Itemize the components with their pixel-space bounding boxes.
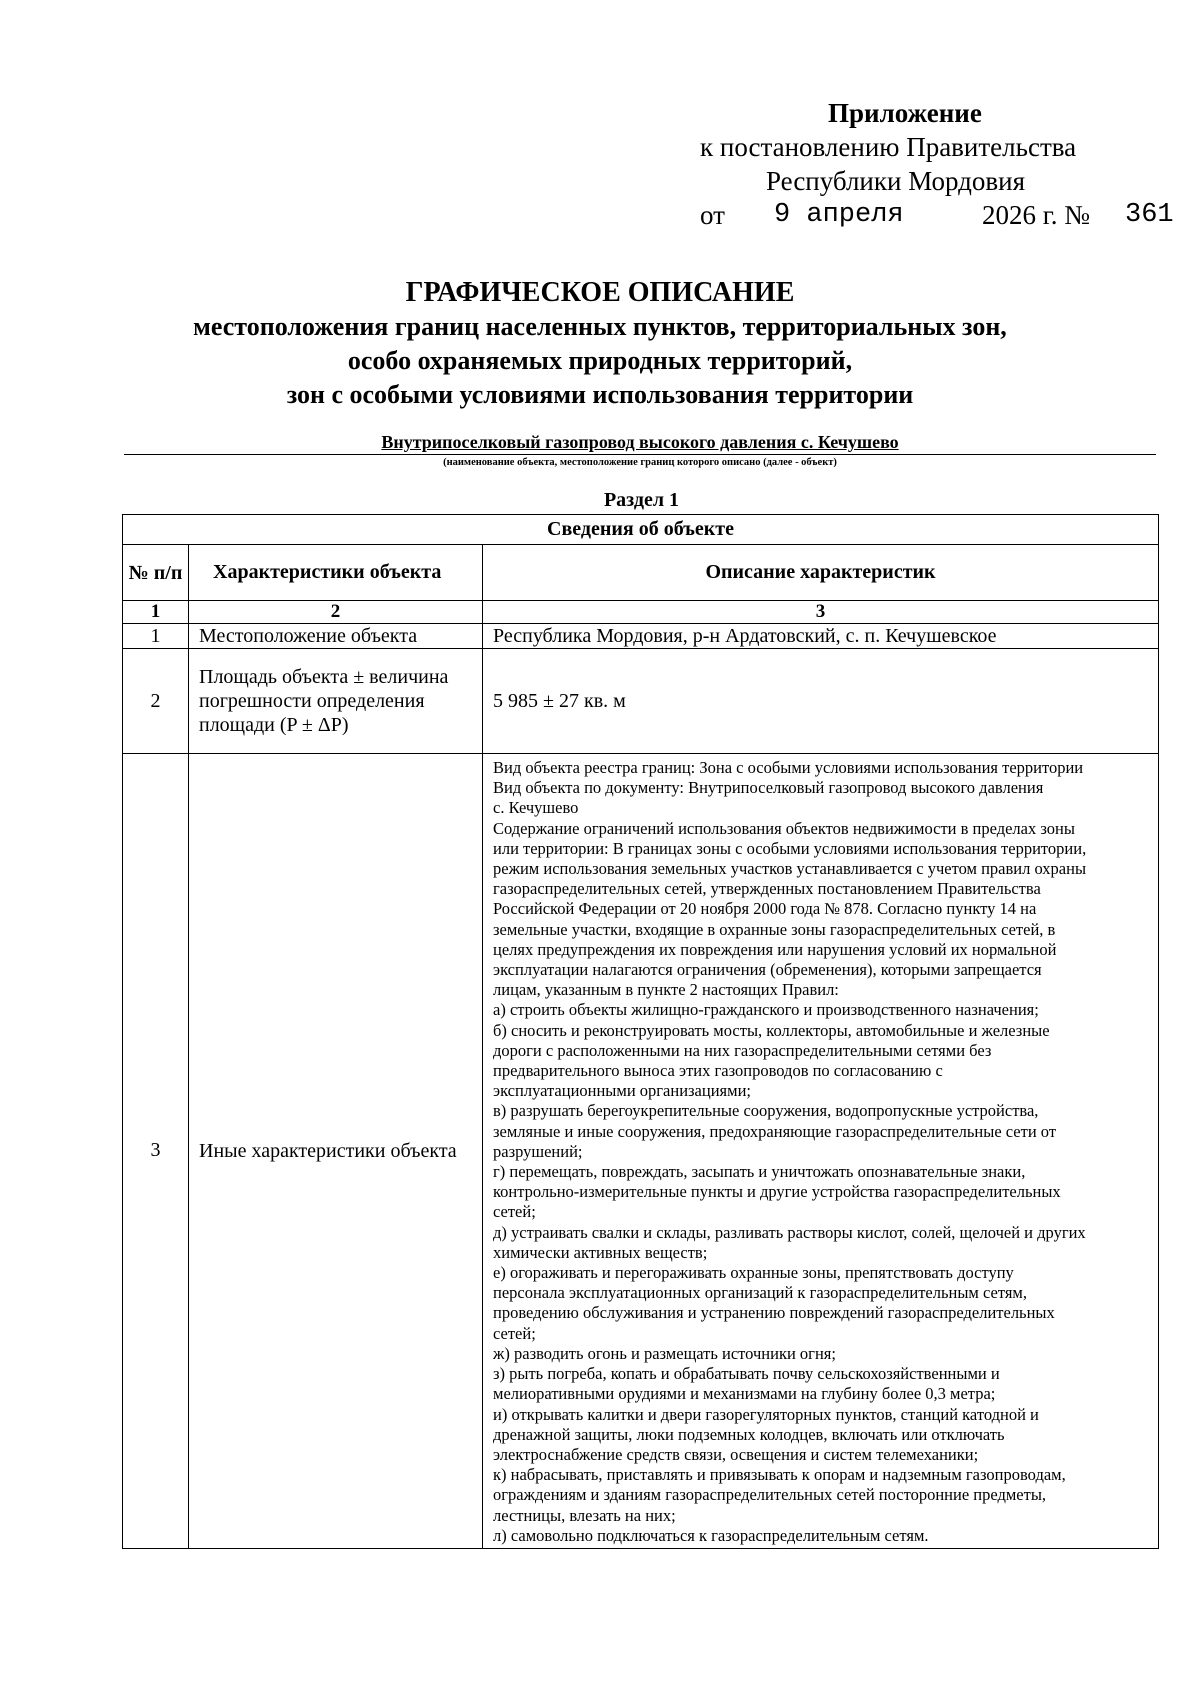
- description-line: предварительного выноса этих газопроводов по согласованию с: [493, 1061, 943, 1081]
- description-line: газораспределительных сетей, утвержденных постановлением Правительства: [493, 879, 1041, 899]
- table-row: [123, 649, 1159, 754]
- object-info-table: [122, 514, 1159, 1549]
- row-description: 5 985 ± 27 кв. м: [483, 649, 1159, 754]
- appendix-title: Приложение: [828, 98, 982, 128]
- appendix-line-republic: Республики Мордовия: [766, 166, 1026, 196]
- object-underline: [124, 454, 1156, 455]
- description-line: д) устраивать свалки и склады, разливать растворы кислот, солей, щелочей и других: [493, 1222, 1086, 1242]
- appendix-date: 9 апреля: [774, 200, 904, 230]
- appendix-ot: от: [700, 200, 725, 230]
- column-header-characteristic: Характеристики объекта: [189, 545, 483, 601]
- description-line: разрушений;: [493, 1141, 583, 1161]
- row-characteristic: Иные характеристики объекта: [189, 754, 483, 1549]
- description-line: Вид объекта реестра границ: Зона с особыми условиями использования территории: [493, 758, 1084, 777]
- description-line: сетей;: [493, 1323, 536, 1343]
- description-line: целях предупреждения их повреждения или нарушения условий их нормальной: [493, 939, 1057, 959]
- description-line: лестницы, влезать на них;: [493, 1505, 676, 1525]
- description-line: химически активных веществ;: [493, 1242, 708, 1262]
- description-line: с. Кечушево: [493, 798, 579, 818]
- description-line: к) набрасывать, приставлять и привязывать к опорам и надземным газопроводам,: [493, 1465, 1066, 1485]
- document-title: ГРАФИЧЕСКОЕ ОПИСАНИЕ: [405, 277, 795, 308]
- description-line: дренажной защиты, люки подземных колодцев, включать или отключать: [493, 1424, 1005, 1444]
- row-number: 2: [123, 649, 189, 754]
- description-line: Вид объекта по документу: Внутрипоселковый газопровод высокого давления: [493, 778, 1044, 798]
- object-name: Внутрипоселковый газопровод высокого давления с. Кечушево: [381, 432, 899, 452]
- description-line: проведению обслуживания и устранению повреждений газораспределительных: [493, 1303, 1055, 1323]
- description-line: Содержание ограничений использования объектов недвижимости в пределах зоны: [493, 818, 1075, 838]
- section-title: Раздел 1: [603, 489, 680, 511]
- description-line: земляные и иные сооружения, предохраняющие газораспределительные сети от: [493, 1121, 1057, 1141]
- row-characteristic: Площадь объекта ± величина погрешности определения площади (P ± ΔP): [189, 649, 483, 754]
- object-caption: (наименование объекта, местоположение границ которого описано (далее - объект): [443, 457, 837, 468]
- table-title-row: [123, 515, 1159, 545]
- table-row: [123, 754, 1159, 1549]
- table-title: Сведения об объекте: [123, 515, 1159, 545]
- column-index: 2: [189, 601, 483, 624]
- appendix-line-decree: к постановлению Правительства: [700, 132, 1077, 162]
- column-header-num: № п/п: [123, 545, 189, 601]
- description-line: в) разрушать берегоукрепительные сооружения, водопропускные устройства,: [493, 1101, 1039, 1121]
- description-line: Российской Федерации от 20 ноября 2000 года № 878. Согласно пункту 14 на: [493, 899, 1037, 919]
- description-line: е) огораживать и перегораживать охранные зоны, препятствовать доступу: [493, 1263, 1014, 1283]
- description-line: з) рыть погреба, копать и обрабатывать почву сельскохозяйственными и: [493, 1364, 1000, 1384]
- row-description-text: [483, 754, 1159, 1549]
- column-index: 1: [123, 601, 189, 624]
- description-line: ж) разводить огонь и размещать источники огня;: [493, 1343, 836, 1363]
- description-line: электроснабжение средств связи, освещения и систем телемеханики;: [493, 1444, 979, 1464]
- description-line: л) самовольно подключаться к газораспределительным сетям.: [493, 1525, 929, 1545]
- appendix-number: 361: [1125, 200, 1174, 230]
- document-subtitle-3: зон с особыми условиями использования территории: [286, 380, 914, 409]
- description-line: мелиоративными орудиями и механизмами на глубину более 0,3 метра;: [493, 1384, 996, 1404]
- description-line: сетей;: [493, 1202, 536, 1222]
- column-header-description: Описание характеристик: [483, 545, 1159, 601]
- description-line: а) строить объекты жилищно-гражданского и производственного назначения;: [493, 1000, 1039, 1020]
- document-subtitle-2: особо охраняемых природных территорий,: [347, 346, 853, 375]
- description-line: и) открывать калитки и двери газорегуляторных пунктов, станций катодной и: [493, 1404, 1039, 1424]
- description-line: земельные участки, входящие в охранные зоны газораспределительных сетей, в: [493, 919, 1056, 939]
- description-line: эксплуатации налагаются ограничения (обременения), которыми запрещается: [493, 960, 1042, 980]
- description-line: б) сносить и реконструировать мосты, коллекторы, автомобильные и железные: [493, 1020, 1050, 1040]
- description-line: ограждениям и зданиям газораспределительных сетей посторонние предметы,: [493, 1485, 1047, 1505]
- table-row: [123, 624, 1159, 649]
- description-line: контрольно-измерительные пункты и другие устройства газораспределительных: [493, 1182, 1061, 1202]
- description-line: эксплуатационными организациями;: [493, 1081, 751, 1101]
- description-line: г) перемещать, повреждать, засыпать и уничтожать опознавательные знаки,: [493, 1162, 1026, 1182]
- row-characteristic: Местоположение объекта: [189, 624, 483, 649]
- row-number: 3: [123, 754, 189, 1549]
- description-line: лицам, указанным в пункте 2 настоящих Правил:: [493, 980, 839, 1000]
- document-subtitle-1: местоположения границ населенных пунктов, территориальных зон,: [193, 312, 1007, 341]
- description-line: дороги с расположенными на них газораспределительными сетями без: [493, 1040, 992, 1060]
- row-number: 1: [123, 624, 189, 649]
- description-line: персонала эксплуатационных организаций к газораспределительным сетям,: [493, 1283, 1027, 1303]
- column-index: 3: [483, 601, 1159, 624]
- table-header-row: [123, 545, 1159, 601]
- appendix-year: 2026 г. №: [982, 200, 1091, 230]
- description-line: режим использования земельных участков устанавливается с учетом правил охраны: [493, 859, 1087, 879]
- row-description: Республика Мордовия, р-н Ардатовский, с. п. Кечушевское: [483, 624, 1159, 649]
- column-index-row: [123, 601, 1159, 624]
- description-line: или территории: В границах зоны с особыми условиями использования территории,: [493, 838, 1087, 858]
